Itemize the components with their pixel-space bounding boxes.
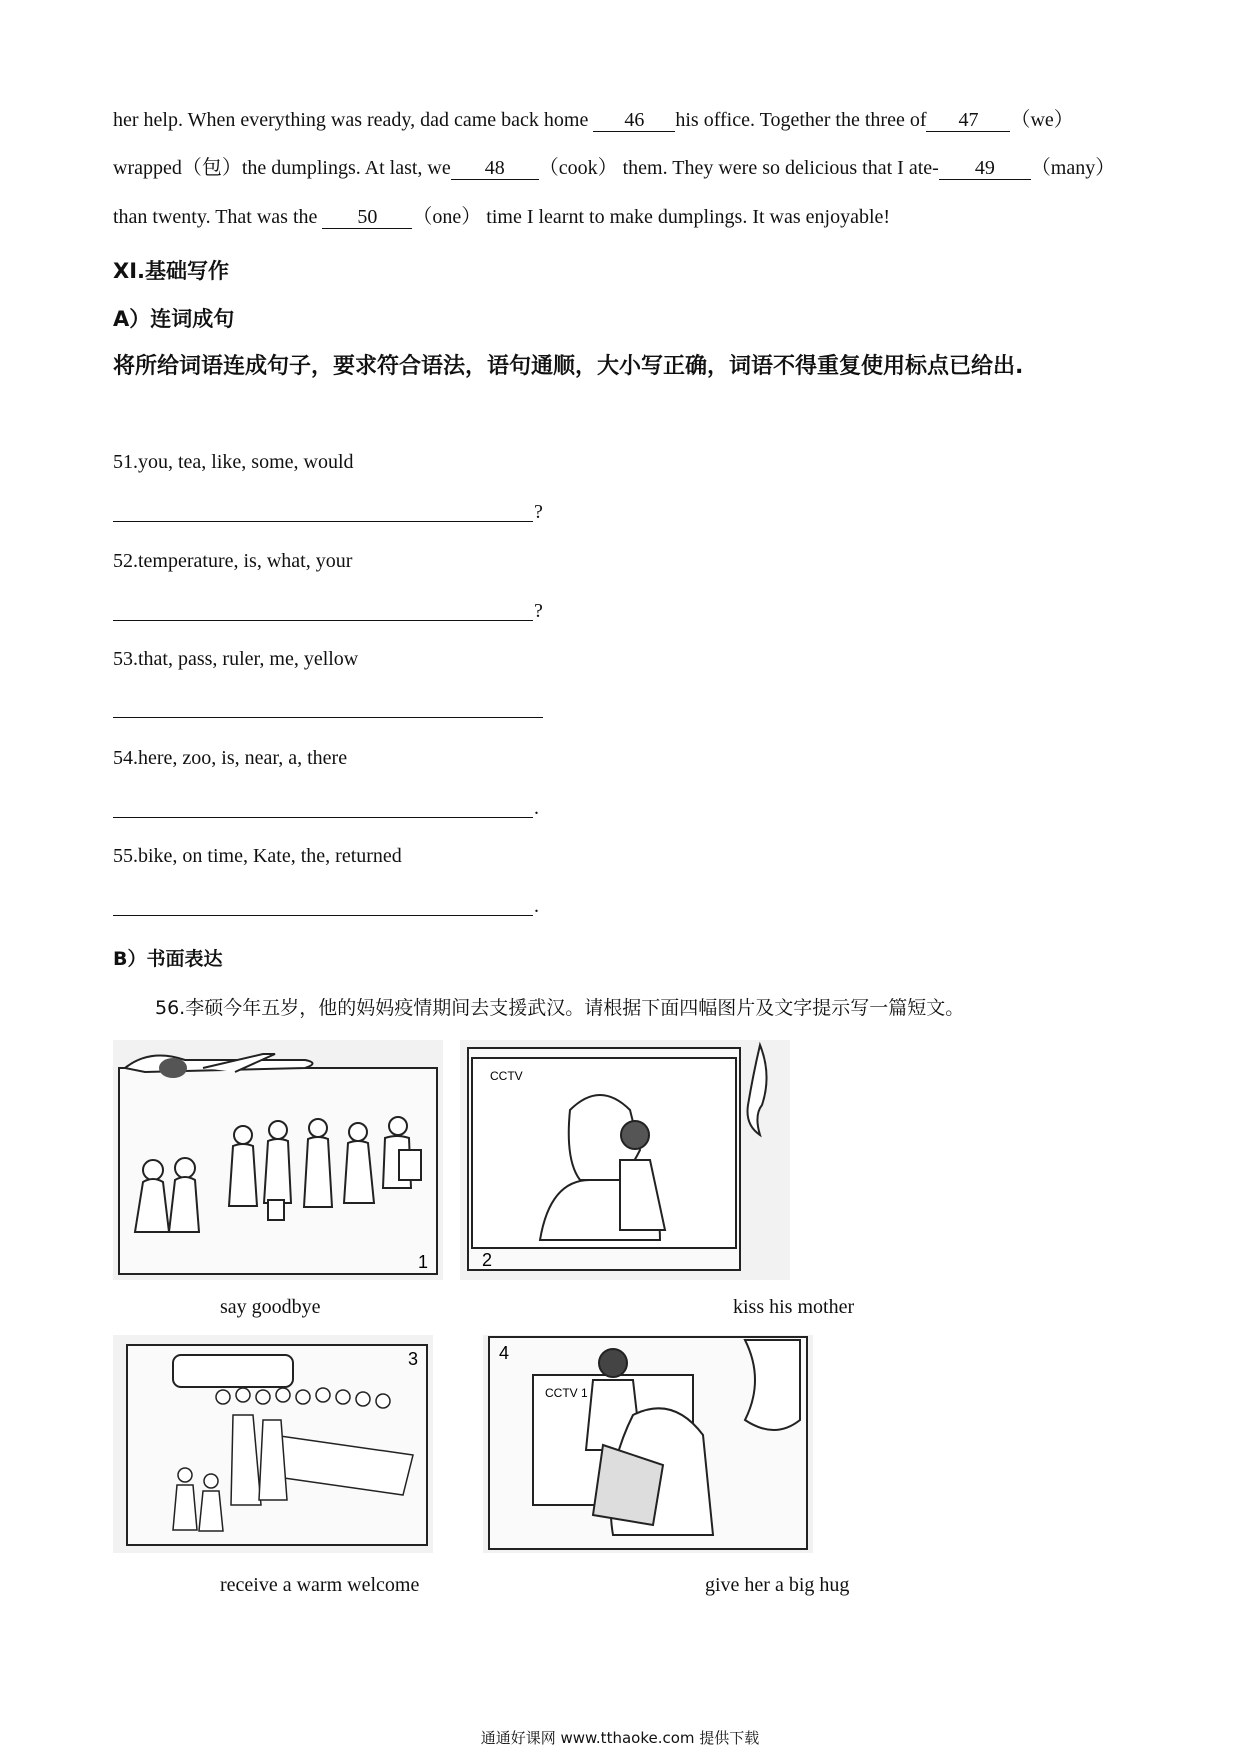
tv-logo-4: CCTV 1 (545, 1386, 588, 1400)
section-title: XI.基础写作 (113, 259, 229, 283)
question-53: 53.that, pass, ruler, me, yellow (113, 648, 359, 670)
writing-prompt: 56.李硕今年五岁，他的妈妈疫情期间去支援武汉。请根据下面四幅图片及文字提示写一篇短文。 (155, 997, 965, 1019)
page-footer: 通通好课网 www.tthaoke.com 提供下载 (480, 1729, 760, 1747)
blank-48: 48 (451, 157, 539, 180)
blank-46: 46 (593, 109, 675, 132)
picture-4-number: 4 (499, 1343, 510, 1363)
blank-47: 47 (926, 109, 1010, 132)
part-b-title: B）书面表达 (113, 948, 223, 970)
picture-2 (460, 1040, 790, 1280)
caption-3: receive a warm welcome (220, 1574, 420, 1596)
picture-1-drawing (113, 1040, 443, 1280)
answer-line-53[interactable] (113, 694, 543, 722)
picture-1-number: 1 (417, 1252, 428, 1272)
passage-line-1: her help. When everything was ready, dad came back home 46 his office. Together the three of 47 （we） (113, 109, 1074, 131)
question-51: 51.you, tea, like, some, would (113, 451, 354, 473)
part-a-title: A）连词成句 (113, 307, 235, 331)
picture-3-drawing (113, 1335, 433, 1553)
answer-line-51[interactable]: ? (113, 498, 543, 526)
picture-4-drawing (483, 1335, 813, 1553)
caption-4: give her a big hug (705, 1574, 850, 1596)
question-54: 54.here, zoo, is, near, a, there (113, 747, 348, 769)
caption-1: say goodbye (220, 1296, 321, 1318)
picture-1 (113, 1040, 443, 1280)
picture-2-drawing (460, 1040, 790, 1280)
passage-line-3: than twenty. That was the 50 （one） time I learnt to make dumplings. It was enjoyable! (113, 206, 891, 228)
picture-3 (113, 1335, 433, 1553)
picture-4 (483, 1335, 813, 1553)
answer-line-52[interactable]: ? (113, 597, 543, 625)
question-55: 55.bike, on time, Kate, the, returned (113, 845, 402, 867)
tv-logo-2: CCTV (490, 1069, 523, 1083)
blank-50: 50 (322, 206, 412, 229)
caption-2: kiss his mother (733, 1296, 855, 1318)
picture-3-number: 3 (407, 1349, 418, 1369)
blank-49: 49 (939, 157, 1031, 180)
answer-line-54[interactable]: . (113, 794, 543, 822)
answer-line-55[interactable]: . (113, 892, 543, 920)
question-52: 52.temperature, is, what, your (113, 550, 353, 572)
picture-2-number: 2 (482, 1250, 493, 1270)
passage-line-2: wrapped（包）the dumplings. At last, we 48 （cook） them. They were so delicious that I ate- 49 （many） (113, 157, 1116, 179)
instructions: 将所给词语连成句子，要求符合语法，语句通顺，大小写正确，词语不得重复使用标点已给出. (113, 354, 1024, 379)
